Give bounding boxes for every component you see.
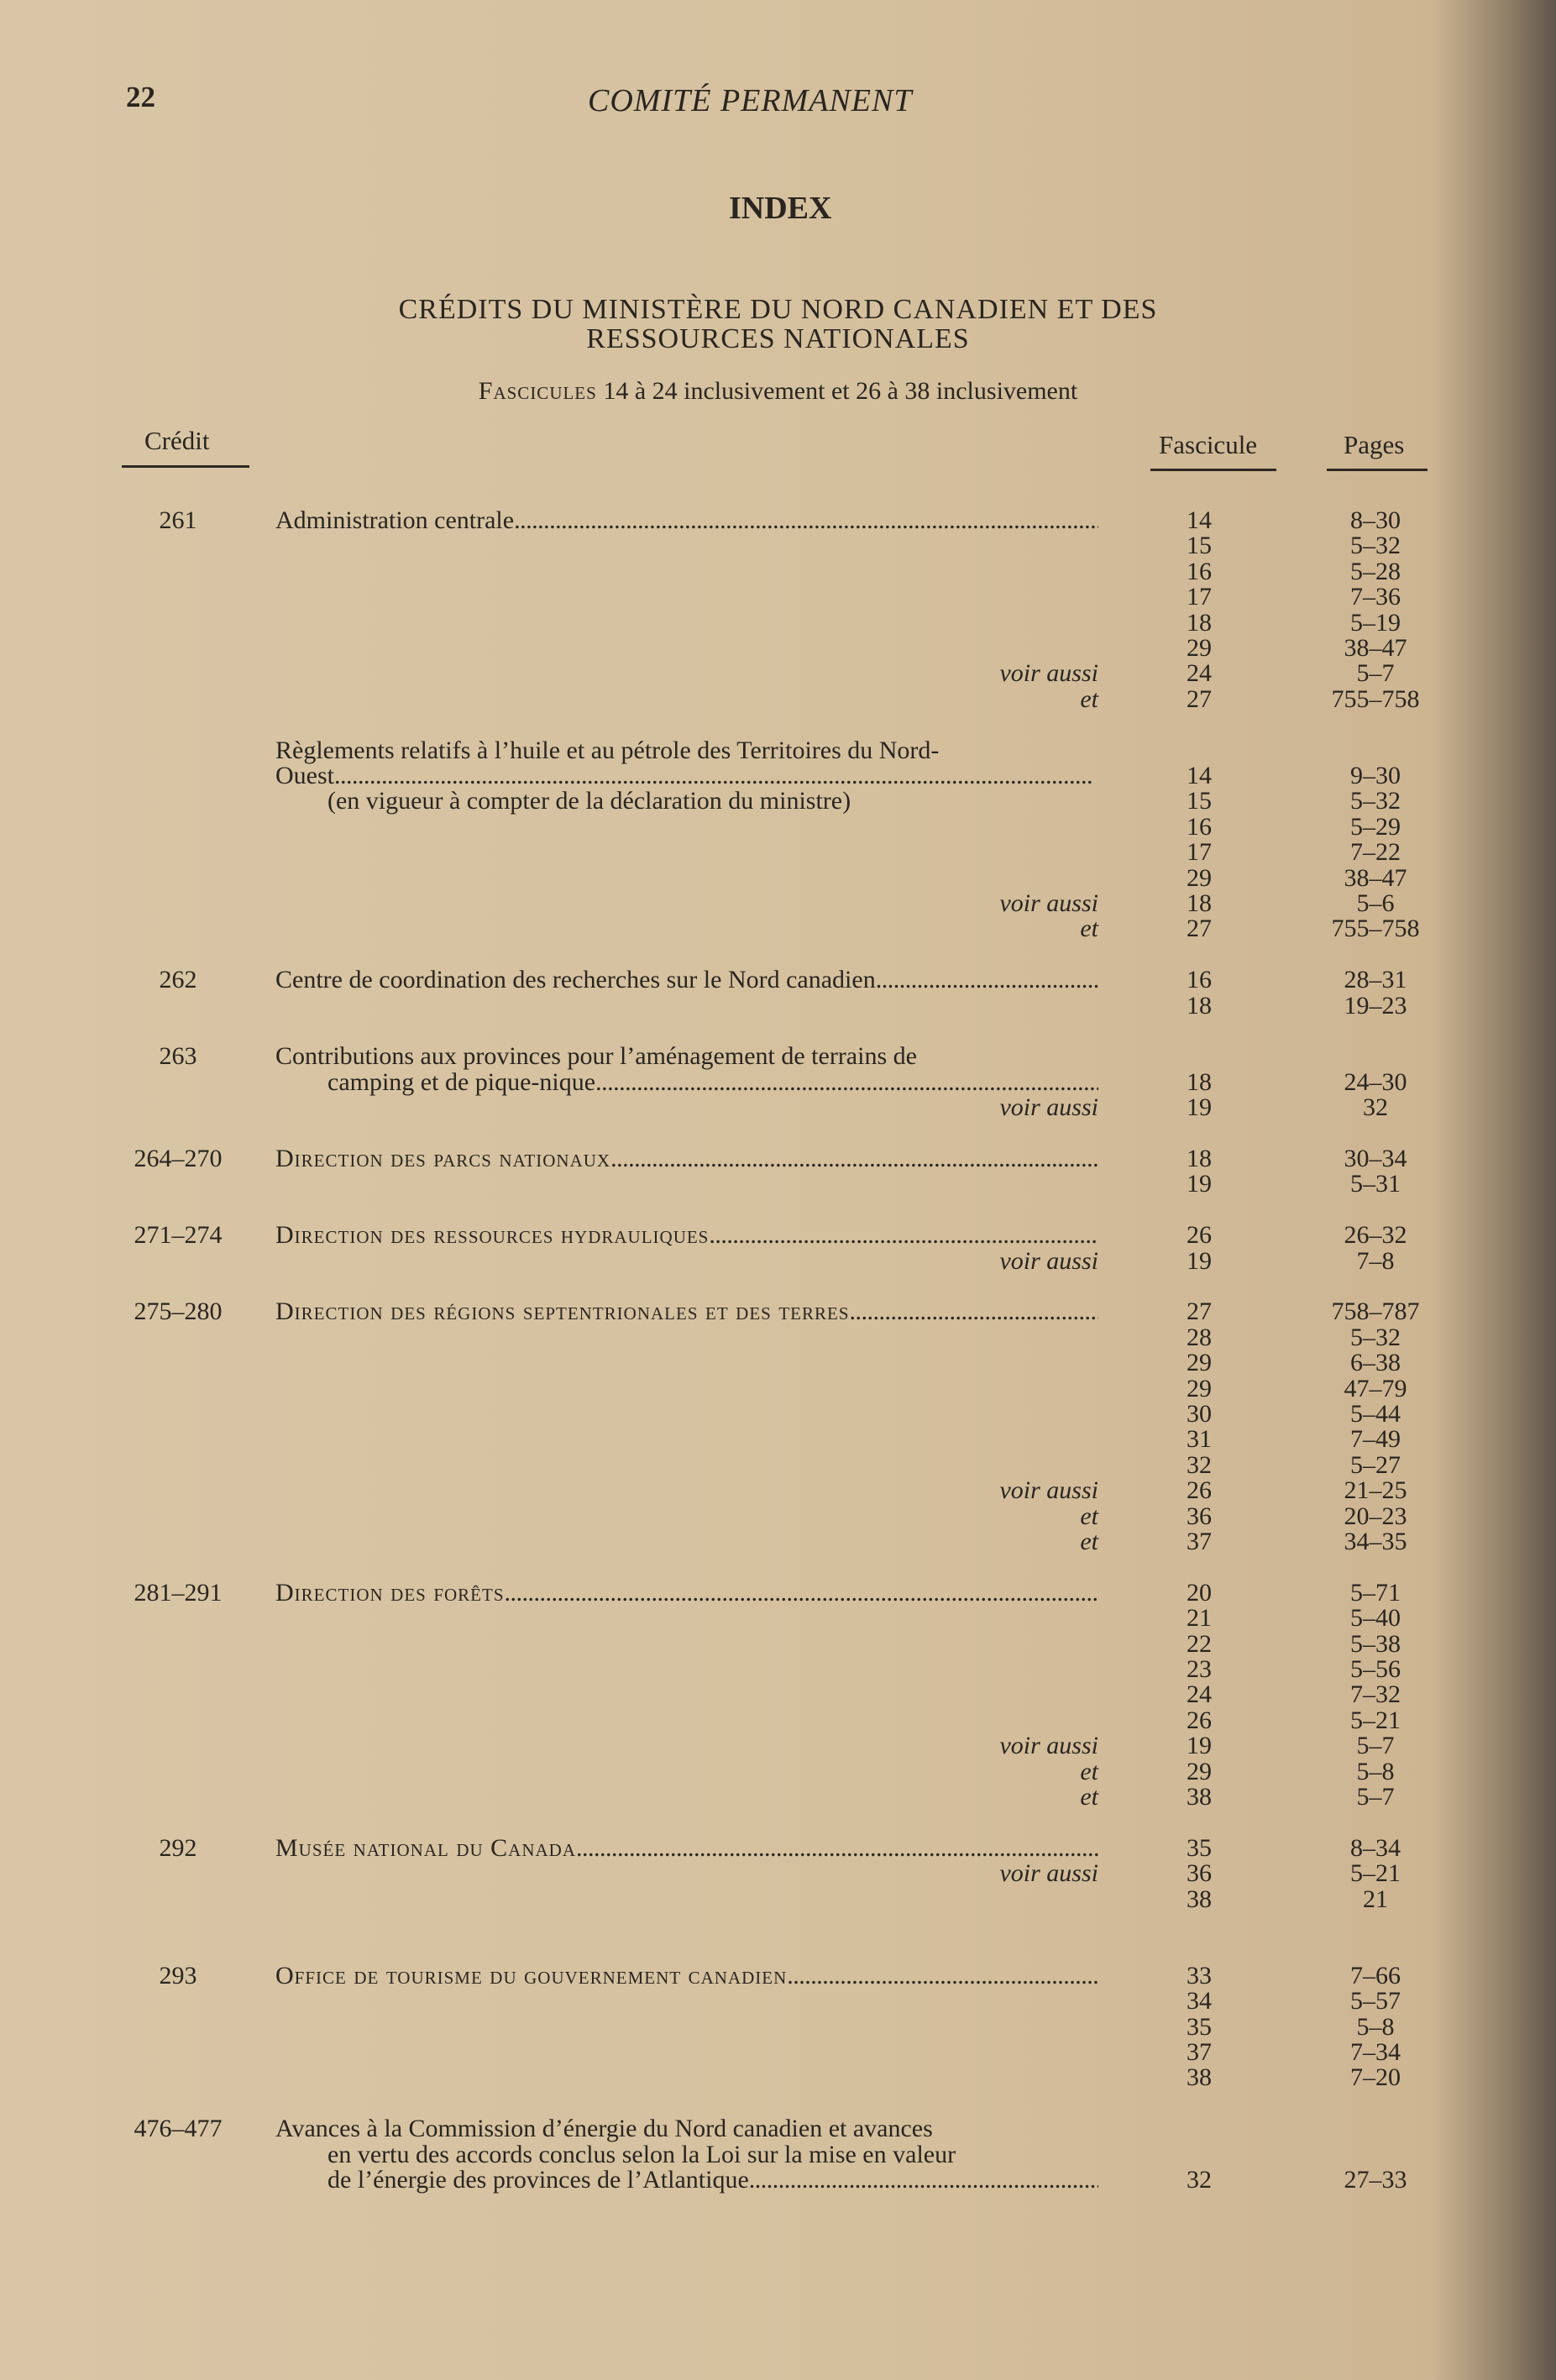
page-range-text: 9–30 — [1350, 762, 1401, 789]
credit-number-text: 262 — [159, 966, 197, 993]
table-row — [0, 1247, 1556, 1273]
subtitle-smallcaps: Fascicules — [478, 377, 597, 405]
page-range-text: 32 — [1363, 1093, 1388, 1121]
credit-number-text: 476–477 — [134, 2115, 223, 2142]
page-range-text: 34–35 — [1344, 1528, 1407, 1555]
table-row — [0, 2063, 1556, 2089]
fascicule-number-text: 18 — [1187, 1068, 1212, 1096]
table-row — [0, 634, 1556, 660]
page-range-text: 38–47 — [1344, 634, 1407, 662]
table-row — [0, 1451, 1556, 1477]
entry-description: en vertu des accords conclus selon la Loi sur la mise en valeur — [327, 2141, 956, 2168]
fascicule-number-text: 27 — [1187, 915, 1212, 942]
page-range-text: 5–32 — [1350, 532, 1401, 559]
fascicule-number-text: 14 — [1187, 506, 1212, 534]
page-range-text: 7–66 — [1350, 1962, 1401, 1989]
table-row — [0, 1758, 1556, 1784]
table-row — [0, 609, 1556, 635]
entry-description — [275, 1579, 1098, 1607]
entry-description-text: Direction des régions septentrionales et des terres — [275, 1297, 850, 1325]
fascicule-number-text: 16 — [1187, 558, 1212, 585]
table-row — [0, 737, 1556, 763]
page-range-text: 6–38 — [1350, 1349, 1401, 1376]
dot-leader — [576, 1834, 1098, 1863]
page-range-text: 5–71 — [1350, 1579, 1401, 1607]
entry-description-text: de l’énergie des provinces de l’Atlantique — [327, 2166, 749, 2194]
column-header-pages: Pages — [1344, 430, 1405, 459]
cross-reference-note: voir aussi — [999, 1476, 1098, 1504]
table-row — [0, 583, 1556, 609]
dot-leader — [595, 1068, 1098, 1097]
entry-description-text: Musée national du Canada — [275, 1834, 576, 1862]
entry-description: Contributions aux provinces pour l’aménagement de terrains de — [275, 1042, 917, 1070]
cross-reference-note: voir aussi — [999, 1093, 1098, 1121]
table-row — [0, 1579, 1556, 1605]
fascicule-number-text: 30 — [1187, 1400, 1212, 1428]
page-range-text: 8–30 — [1350, 506, 1401, 534]
fascicule-number-text: 14 — [1187, 762, 1212, 789]
table-row — [0, 1885, 1556, 1911]
fascicule-number-text: 37 — [1187, 2038, 1212, 2066]
page-range-text: 5–6 — [1356, 889, 1395, 917]
page-range-text: 5–28 — [1350, 558, 1401, 585]
table-row — [0, 1630, 1556, 1656]
fascicule-number-text: 20 — [1187, 1579, 1212, 1607]
fascicule-number-text: 33 — [1187, 1962, 1212, 1989]
table-row — [0, 1093, 1556, 1119]
table-row — [0, 1425, 1556, 1451]
entry-description-text: Direction des forêts — [275, 1579, 505, 1607]
table-row — [0, 506, 1556, 532]
table-row — [0, 532, 1556, 558]
page-range-text: 5–32 — [1350, 1324, 1401, 1351]
page-range-text: 5–32 — [1350, 787, 1401, 815]
fascicule-number-text: 19 — [1187, 1170, 1212, 1198]
entry-description-text: Direction des parcs nationaux — [275, 1145, 611, 1172]
cross-reference-note: voir aussi — [999, 1859, 1098, 1887]
page-range-text: 7–36 — [1350, 583, 1401, 611]
table-row — [0, 1221, 1556, 1247]
page-range-text: 5–7 — [1356, 659, 1395, 687]
page-range-text: 21–25 — [1344, 1476, 1407, 1504]
fascicule-number-text: 22 — [1187, 1630, 1212, 1658]
fascicule-number-text: 27 — [1187, 1297, 1212, 1325]
page-range-text: 47–79 — [1344, 1375, 1407, 1402]
page-range-text: 19–23 — [1344, 992, 1407, 1020]
table-row — [0, 2115, 1556, 2141]
entry-description-text: Direction des ressources hydrauliques — [275, 1221, 710, 1249]
credit-number-text: 293 — [159, 1962, 197, 1989]
subtitle-text: 14 à 24 inclusivement et 26 à 38 inclusivement — [596, 377, 1078, 405]
page-range-text: 5–56 — [1350, 1655, 1401, 1683]
page-range-text: 38–47 — [1344, 864, 1407, 892]
cross-reference-note: voir aussi — [999, 1247, 1098, 1275]
page-range-text: 30–34 — [1344, 1145, 1407, 1172]
table-row — [0, 1604, 1556, 1630]
entry-description — [275, 1297, 1098, 1326]
entry-description — [327, 1068, 1098, 1097]
section-subtitle — [0, 377, 1556, 406]
table-row — [0, 864, 1556, 890]
entry-description-text: Administration centrale — [275, 506, 515, 534]
page-range-text: 5–31 — [1350, 1170, 1401, 1198]
fascicule-number-text: 18 — [1187, 889, 1212, 917]
table-row — [0, 992, 1556, 1018]
table-row — [0, 1349, 1556, 1375]
table-row — [0, 1655, 1556, 1681]
table-row — [0, 2166, 1556, 2192]
dot-leader — [876, 966, 1098, 994]
fascicule-number-text: 32 — [1187, 1451, 1212, 1479]
fascicule-number-text: 19 — [1187, 1093, 1212, 1121]
table-row — [0, 2013, 1556, 2039]
section-title-line1: CRÉDITS DU MINISTÈRE DU NORD CANADIEN ET DES — [398, 294, 1158, 325]
table-row — [0, 966, 1556, 992]
dot-leader — [514, 506, 1098, 535]
column-header-fascicule: Fascicule — [1159, 430, 1258, 459]
cross-reference-note: et — [1080, 1758, 1098, 1785]
page-range-text: 7–32 — [1350, 1680, 1401, 1708]
dot-leader — [850, 1297, 1099, 1326]
page-range-text: 7–20 — [1350, 2063, 1401, 2091]
fascicule-number-text: 29 — [1187, 634, 1212, 662]
entry-description — [327, 2166, 1098, 2194]
table-row — [0, 1834, 1556, 1860]
table-row — [0, 787, 1556, 813]
table-row — [0, 659, 1556, 685]
cross-reference-note: et — [1080, 915, 1098, 942]
fascicule-number-text: 35 — [1187, 2013, 1212, 2041]
page-range-text: 28–31 — [1344, 966, 1407, 993]
table-row — [0, 1042, 1556, 1068]
page-range-text: 5–40 — [1350, 1604, 1401, 1632]
fascicule-number-text: 21 — [1187, 1604, 1212, 1632]
table-row — [0, 1068, 1556, 1094]
table-row — [0, 1987, 1556, 2013]
fascicule-number-text: 19 — [1187, 1247, 1212, 1275]
table-row — [0, 1859, 1556, 1885]
entry-description: Règlements relatifs à l’huile et au pétrole des Territoires du Nord- — [275, 737, 940, 764]
fascicule-number-text: 34 — [1187, 1987, 1212, 2015]
entry-description — [275, 1221, 1098, 1250]
dot-leader — [787, 1962, 1098, 1990]
table-row — [0, 1528, 1556, 1554]
fascicule-number-text: 29 — [1187, 1758, 1212, 1785]
credit-number-text: 261 — [159, 506, 197, 534]
fascicule-number-text: 32 — [1187, 2166, 1212, 2194]
page-range-text: 7–49 — [1350, 1425, 1401, 1453]
credit-number-text: 264–270 — [134, 1145, 223, 1172]
page-range-text: 20–23 — [1344, 1502, 1407, 1530]
running-title: COMITÉ PERMANENT — [588, 83, 913, 118]
fascicule-number-text: 31 — [1187, 1425, 1212, 1453]
table-row — [0, 889, 1556, 915]
entry-description: Avances à la Commission d’énergie du Nord canadien et avances — [275, 2115, 933, 2142]
table-row — [0, 558, 1556, 584]
entry-description — [275, 1834, 1098, 1863]
page-range-text: 5–57 — [1350, 1987, 1401, 2015]
column-header-credit: Crédit — [144, 426, 210, 455]
entry-description-text: Ouest — [275, 762, 334, 789]
table-row — [0, 1297, 1556, 1324]
section-title-line2: RESSOURCES NATIONALES — [586, 323, 970, 354]
table-row — [0, 1400, 1556, 1426]
index-title: INDEX — [729, 191, 832, 226]
page-range-text: 5–7 — [1356, 1732, 1395, 1759]
page-range-text: 8–34 — [1350, 1834, 1401, 1862]
table-row — [0, 1170, 1556, 1196]
fascicule-number-text: 16 — [1187, 966, 1212, 993]
page-range-text: 5–44 — [1350, 1400, 1401, 1428]
page-range-text: 24–30 — [1344, 1068, 1407, 1096]
page-range-text: 5–8 — [1356, 1758, 1395, 1785]
fascicule-number-text: 26 — [1187, 1476, 1212, 1504]
table-row — [0, 2141, 1556, 2167]
table-row — [0, 1680, 1556, 1706]
dot-leader — [610, 1145, 1098, 1173]
cross-reference-note: voir aussi — [999, 659, 1098, 687]
fascicule-number-text: 16 — [1187, 813, 1212, 841]
table-row — [0, 1502, 1556, 1528]
page-range-text: 5–29 — [1350, 813, 1401, 841]
fascicule-header-rule — [1150, 469, 1276, 471]
page-range-text: 7–8 — [1356, 1247, 1395, 1275]
cross-reference-note: voir aussi — [999, 1732, 1098, 1759]
table-row — [0, 1962, 1556, 1988]
entry-description — [275, 506, 1098, 535]
fascicule-number-text: 26 — [1187, 1221, 1212, 1249]
page-range-text: 21 — [1363, 1885, 1388, 1913]
page-range-text: 755–758 — [1331, 685, 1420, 713]
fascicule-number-text: 29 — [1187, 864, 1212, 892]
entry-description — [275, 762, 1098, 790]
dot-leader — [505, 1579, 1098, 1607]
cross-reference-note: et — [1080, 685, 1098, 713]
table-row — [0, 685, 1556, 711]
dot-leader — [709, 1221, 1098, 1250]
page-range-text: 755–758 — [1331, 915, 1420, 942]
pages-header-rule — [1327, 469, 1428, 471]
page-range-text: 758–787 — [1331, 1297, 1420, 1325]
fascicule-number-text: 15 — [1187, 787, 1212, 815]
credit-number-text: 275–280 — [134, 1297, 223, 1325]
credit-number-text: 281–291 — [134, 1579, 223, 1607]
page-range-text: 7–22 — [1350, 838, 1401, 866]
fascicule-number-text: 38 — [1187, 1885, 1212, 1913]
table-row — [0, 2038, 1556, 2064]
fascicule-number-text: 24 — [1187, 1680, 1212, 1708]
table-row — [0, 1476, 1556, 1502]
table-row — [0, 1145, 1556, 1171]
fascicule-number-text: 24 — [1187, 659, 1212, 687]
fascicule-number-text: 15 — [1187, 532, 1212, 559]
cross-reference-note: et — [1080, 1528, 1098, 1555]
fascicule-number-text: 38 — [1187, 1783, 1212, 1811]
table-row — [0, 838, 1556, 864]
credit-number-text: 292 — [159, 1834, 197, 1862]
table-row — [0, 915, 1556, 941]
fascicule-number-text: 37 — [1187, 1528, 1212, 1555]
entry-description-text: Centre de coordination des recherches sur le Nord canadien — [275, 966, 876, 993]
fascicule-number-text: 38 — [1187, 2063, 1212, 2091]
page-range-text: 5–38 — [1350, 1630, 1401, 1658]
fascicule-number-text: 29 — [1187, 1349, 1212, 1376]
fascicule-number-text: 18 — [1187, 1145, 1212, 1172]
page-range-text: 5–21 — [1350, 1706, 1401, 1734]
table-row — [0, 1324, 1556, 1350]
entry-description-text: camping et de pique-nique — [327, 1068, 596, 1096]
cross-reference-note: voir aussi — [999, 889, 1098, 917]
credit-number-text: 271–274 — [134, 1221, 223, 1249]
table-row — [0, 1783, 1556, 1809]
fascicule-number-text: 27 — [1187, 685, 1212, 713]
page-range-text: 26–32 — [1344, 1221, 1407, 1249]
page-range-text: 27–33 — [1344, 2166, 1407, 2194]
credit-number-text: 263 — [159, 1042, 197, 1070]
fascicule-number-text: 17 — [1187, 583, 1212, 611]
entry-description — [275, 966, 1098, 994]
entry-description: (en vigueur à compter de la déclaration du ministre) — [327, 787, 851, 815]
page-range-text: 5–8 — [1356, 2013, 1395, 2041]
page-range-text: 5–21 — [1350, 1859, 1401, 1887]
table-row — [0, 813, 1556, 839]
fascicule-number-text: 18 — [1187, 609, 1212, 637]
table-row — [0, 1375, 1556, 1401]
cross-reference-note: et — [1080, 1502, 1098, 1530]
fascicule-number-text: 18 — [1187, 992, 1212, 1020]
fascicule-number-text: 35 — [1187, 1834, 1212, 1862]
table-row — [0, 762, 1556, 788]
page-range-text: 5–7 — [1356, 1783, 1395, 1811]
fascicule-number-text: 29 — [1187, 1375, 1212, 1402]
fascicule-number-text: 19 — [1187, 1732, 1212, 1759]
fascicule-number-text: 23 — [1187, 1655, 1212, 1683]
fascicule-number-text: 36 — [1187, 1502, 1212, 1530]
table-row — [0, 1732, 1556, 1758]
page-range-text: 5–19 — [1350, 609, 1401, 637]
page-range-text: 7–34 — [1350, 2038, 1401, 2066]
fascicule-number-text: 28 — [1187, 1324, 1212, 1351]
cross-reference-note: et — [1080, 1783, 1098, 1811]
page-number: 22 — [126, 81, 155, 113]
entry-description-text: Office de tourisme du gouvernement canadien — [275, 1962, 788, 1989]
table-row — [0, 1706, 1556, 1733]
credit-header-rule — [122, 465, 249, 468]
page-range-text: 5–27 — [1350, 1451, 1401, 1479]
fascicule-number-text: 17 — [1187, 838, 1212, 866]
entry-description — [275, 1962, 1098, 1990]
dot-leader — [334, 762, 1098, 790]
fascicule-number-text: 36 — [1187, 1859, 1212, 1887]
fascicule-number-text: 26 — [1187, 1706, 1212, 1734]
dot-leader — [749, 2166, 1098, 2194]
entry-description — [275, 1145, 1098, 1173]
